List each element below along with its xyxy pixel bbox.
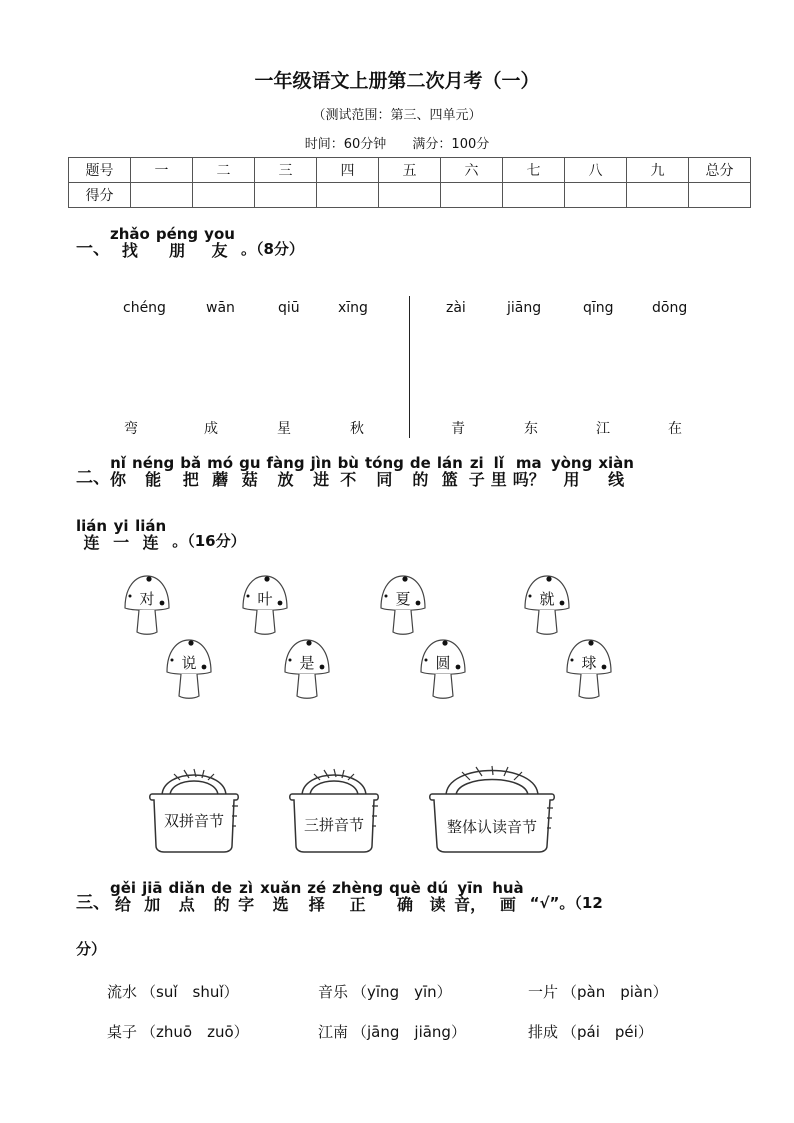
- pinyin-word: tóng 同: [364, 454, 404, 489]
- pinyin-word: bù 不: [337, 454, 359, 489]
- pinyin-word: zhǎo 找: [110, 225, 150, 260]
- mushroom-char: 圆: [435, 654, 451, 672]
- pinyin-word: jiā 加: [142, 879, 163, 914]
- choice-options[interactable]: （jāng jiāng）: [352, 1023, 466, 1041]
- pinyin-word: xuǎn 选: [260, 879, 302, 914]
- section3-prefix: 三、: [76, 893, 110, 913]
- table-cell: 一: [131, 158, 193, 183]
- pinyin-word: gěi 给: [110, 879, 137, 914]
- pinyin-word: nǐ 你: [110, 454, 127, 489]
- choice-options[interactable]: （pái péi）: [562, 1023, 653, 1041]
- column-divider: [409, 296, 410, 438]
- pinyin-word: zì 字: [238, 879, 255, 914]
- left-char-2[interactable]: 星: [277, 421, 291, 437]
- score-table: [68, 157, 751, 208]
- basket-label: 三拼音节: [303, 816, 364, 834]
- choice-word: 一片: [528, 983, 559, 1001]
- mushroom-card[interactable]: [164, 638, 214, 700]
- pinyin-word: lán 篮: [436, 454, 463, 489]
- score-table-score-row: [69, 183, 751, 208]
- mushroom-card[interactable]: [240, 574, 290, 636]
- basket-label: 整体认读音节: [446, 818, 537, 836]
- choice-item[interactable]: [528, 1021, 653, 1042]
- choice-word: 江南: [318, 1023, 349, 1041]
- pinyin-word: zhèng 正: [332, 879, 384, 914]
- basket-double-syllable[interactable]: [146, 760, 242, 856]
- mushroom-card[interactable]: [418, 638, 468, 700]
- score-input-cell[interactable]: [379, 183, 441, 208]
- pinyin-word: lián 连: [135, 517, 167, 552]
- choice-word: 音乐: [318, 983, 349, 1001]
- basket-triple-syllable[interactable]: [286, 760, 382, 856]
- score-input-cell[interactable]: [255, 183, 317, 208]
- section1-suffix: 。（8分）: [240, 240, 304, 258]
- pinyin-word: de 的: [409, 454, 431, 489]
- right-pinyin-3[interactable]: dōng: [652, 300, 688, 316]
- score-table-header-row: [69, 158, 751, 183]
- basket-icon: [146, 760, 242, 856]
- score-input-cell[interactable]: [503, 183, 565, 208]
- table-cell: 题号: [69, 158, 131, 183]
- left-char-3[interactable]: 秋: [350, 421, 364, 437]
- score-input-cell[interactable]: [317, 183, 379, 208]
- pinyin-word: jìn 进: [310, 454, 332, 489]
- pinyin-word: yīn 音，: [454, 879, 487, 914]
- table-cell: 总分: [689, 158, 751, 183]
- choice-item[interactable]: [318, 1021, 466, 1042]
- right-char-3[interactable]: 在: [668, 421, 682, 437]
- pinyin-word: dú 读: [426, 879, 449, 914]
- pinyin-word: lǐ 里: [490, 454, 507, 489]
- pinyin-word: xiàn 线: [598, 454, 634, 489]
- score-input-cell[interactable]: [565, 183, 627, 208]
- left-pinyin-0[interactable]: chéng: [123, 300, 166, 316]
- score-input-cell[interactable]: [131, 183, 193, 208]
- pinyin-word: de 的: [211, 879, 233, 914]
- section3-suffix: “√”。（12: [529, 894, 603, 912]
- choice-item[interactable]: [107, 981, 239, 1002]
- mushroom-char: 球: [581, 654, 597, 672]
- table-cell: 得分: [69, 183, 131, 208]
- pinyin-word: fàng 放: [266, 454, 305, 489]
- right-pinyin-0[interactable]: zài: [446, 300, 466, 316]
- choice-item[interactable]: [318, 981, 452, 1002]
- mushroom-card[interactable]: [522, 574, 572, 636]
- left-char-0[interactable]: 弯: [124, 421, 138, 437]
- mushroom-char: 是: [299, 654, 315, 672]
- pinyin-word: bǎ 把: [180, 454, 202, 489]
- table-cell: 二: [193, 158, 255, 183]
- table-cell: 七: [503, 158, 565, 183]
- basket-whole-syllable[interactable]: [426, 760, 558, 856]
- left-pinyin-2[interactable]: qiū: [278, 300, 300, 316]
- score-input-cell[interactable]: [689, 183, 751, 208]
- choice-word: 流水: [107, 983, 138, 1001]
- basket-label: 双拼音节: [163, 812, 224, 830]
- mushroom-char: 叶: [257, 590, 273, 608]
- mushroom-char: 说: [181, 654, 197, 672]
- section3-suffix-line2: 分）: [76, 940, 107, 958]
- section2-suffix: 。（16分）: [172, 532, 246, 550]
- left-char-1[interactable]: 成: [204, 421, 218, 437]
- pinyin-word: zi 子: [468, 454, 485, 489]
- right-pinyin-1[interactable]: jiāng: [507, 300, 542, 316]
- choice-options[interactable]: （suǐ shuǐ）: [141, 983, 239, 1001]
- right-char-2[interactable]: 江: [596, 421, 610, 437]
- pinyin-word: huà 画: [492, 879, 524, 914]
- pinyin-word: néng 能: [132, 454, 175, 489]
- score-input-cell[interactable]: [193, 183, 255, 208]
- time-and-score: [0, 133, 794, 152]
- right-char-1[interactable]: 东: [524, 421, 538, 437]
- mushroom-char: 对: [139, 590, 155, 608]
- pinyin-word: què 确: [389, 879, 421, 914]
- right-pinyin-2[interactable]: qīng: [583, 300, 614, 316]
- pinyin-word: ma 吗？: [512, 454, 545, 489]
- pinyin-word: you 友: [204, 225, 235, 260]
- mushroom-card[interactable]: [378, 574, 428, 636]
- section1-prefix: 一、: [76, 239, 110, 259]
- mushroom-char: 夏: [395, 590, 411, 608]
- full-score: 满分：100分: [412, 137, 490, 152]
- score-input-cell[interactable]: [627, 183, 689, 208]
- choice-item[interactable]: [107, 1021, 249, 1042]
- section3-heading: [76, 880, 603, 913]
- pinyin-word: péng 朋: [155, 225, 199, 260]
- right-char-0[interactable]: 青: [451, 421, 465, 437]
- pinyin-word: mó 蘑: [207, 454, 234, 489]
- table-cell: 五: [379, 158, 441, 183]
- test-scope: （测试范围：第三、四单元）: [312, 108, 482, 123]
- table-cell: 九: [627, 158, 689, 183]
- basket-icon: [426, 760, 558, 856]
- table-cell: 六: [441, 158, 503, 183]
- left-pinyin-1[interactable]: wān: [206, 300, 235, 316]
- pinyin-word: gu 菇: [239, 454, 261, 489]
- section2-heading-line1: [76, 455, 634, 488]
- section2-heading-line2: [76, 518, 246, 551]
- choice-options[interactable]: （pàn piàn）: [562, 983, 668, 1001]
- score-input-cell[interactable]: [441, 183, 503, 208]
- pinyin-word: lián 连: [76, 517, 108, 552]
- mushroom-card[interactable]: [564, 638, 614, 700]
- table-cell: 八: [565, 158, 627, 183]
- choice-item[interactable]: [528, 981, 668, 1002]
- section2-prefix: 二、: [76, 468, 110, 488]
- pinyin-word: diǎn 点: [168, 879, 206, 914]
- choice-word: 桌子: [107, 1023, 138, 1041]
- choice-options[interactable]: （yīng yīn）: [352, 983, 452, 1001]
- basket-icon: [286, 760, 382, 856]
- pinyin-word: zé 择: [307, 879, 327, 914]
- left-pinyin-3[interactable]: xīng: [338, 300, 368, 316]
- page-title: 一年级语文上册第二次月考（一）: [254, 70, 540, 92]
- choice-options[interactable]: （zhuō zuō）: [141, 1023, 249, 1041]
- mushroom-card[interactable]: [122, 574, 172, 636]
- mushroom-char: 就: [539, 590, 555, 608]
- choice-word: 排成: [528, 1023, 559, 1041]
- exam-time: 时间：60分钟: [304, 137, 387, 152]
- table-cell: 四: [317, 158, 379, 183]
- mushroom-card[interactable]: [282, 638, 332, 700]
- section1-heading: [76, 226, 304, 259]
- pinyin-word: yi 一: [113, 517, 130, 552]
- pinyin-word: yòng 用: [550, 454, 593, 489]
- table-cell: 三: [255, 158, 317, 183]
